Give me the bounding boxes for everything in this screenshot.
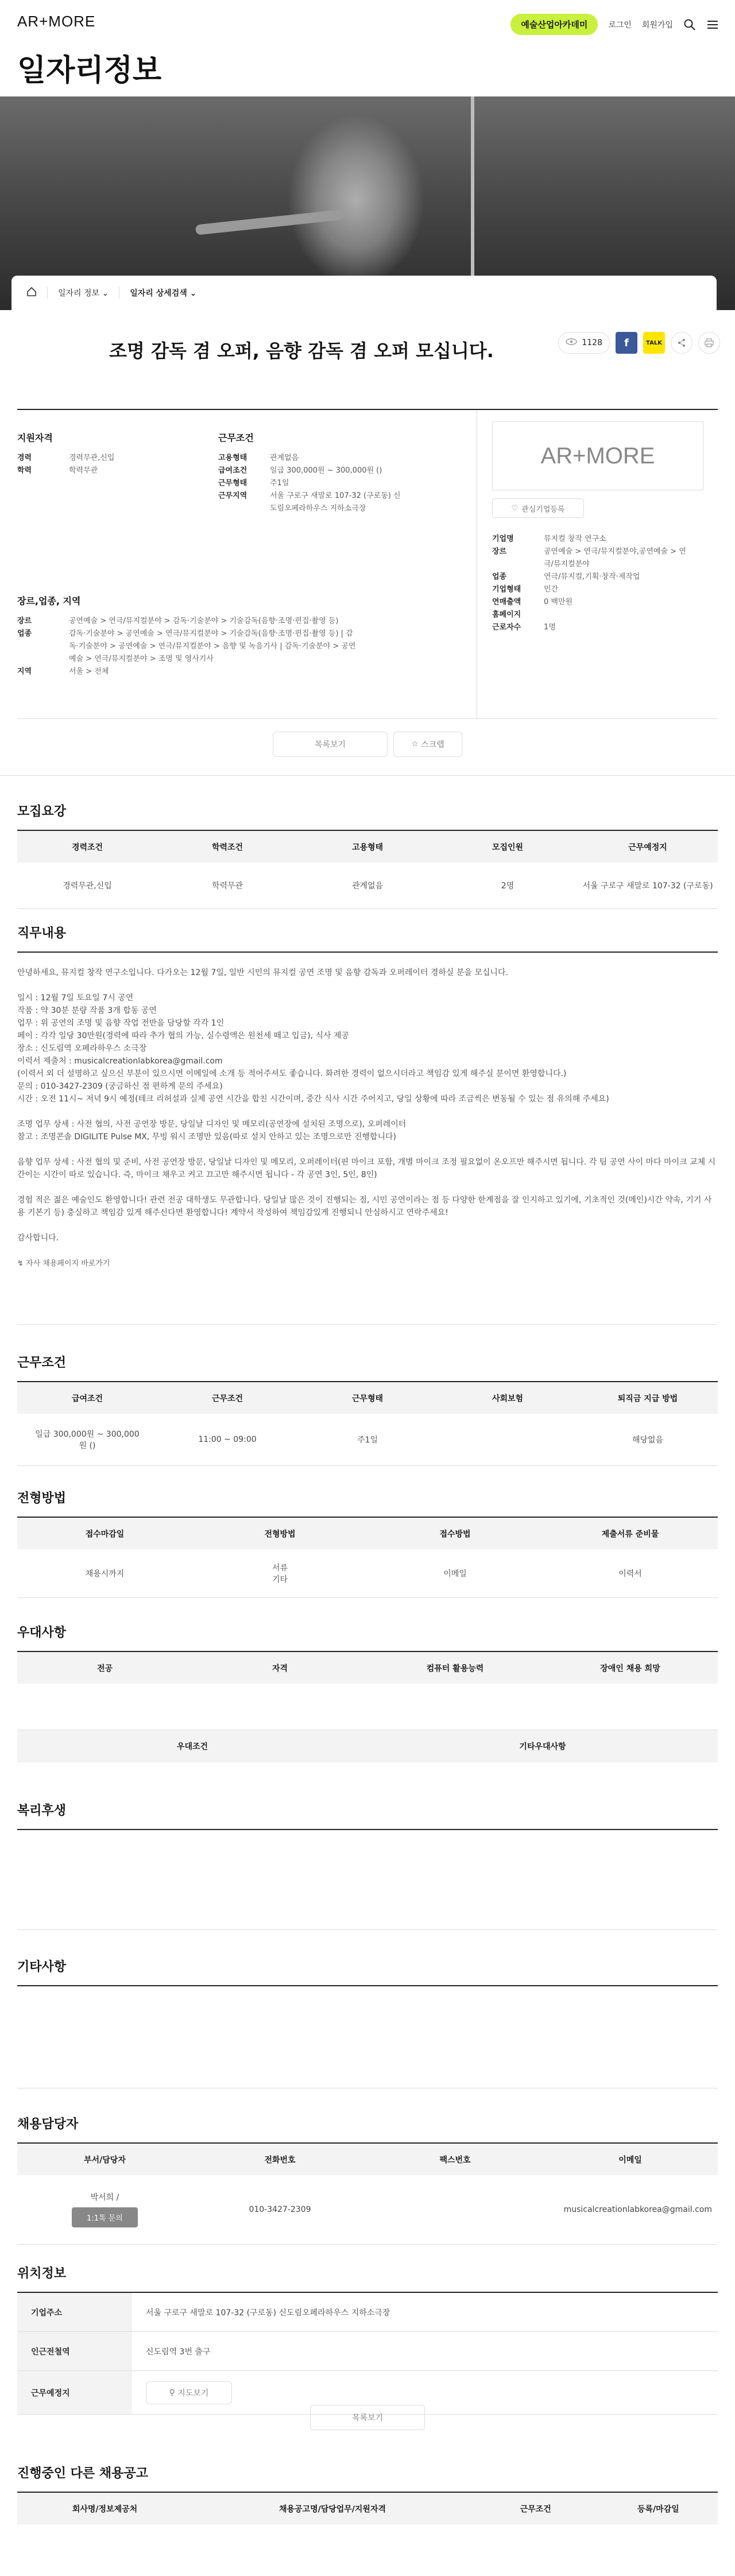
- list-button-bottom[interactable]: 목록보기: [310, 2405, 425, 2430]
- work-table: [17, 1381, 718, 1466]
- breadcrumb-level2-label: 일자리 상세검색: [130, 289, 187, 298]
- favorite-company-label: 관심기업등록: [521, 505, 565, 514]
- row-key: 기업명: [492, 535, 514, 543]
- preference-title: 우대사항: [17, 1626, 67, 1640]
- table-cell: 11:00 ~ 09:00: [157, 1414, 297, 1465]
- home-icon[interactable]: [26, 287, 37, 299]
- table-header-row: [17, 1517, 718, 1549]
- company-row: [492, 583, 703, 596]
- recruit-title: 모집요강: [17, 804, 67, 819]
- breadcrumb-level1-label: 일자리 정보: [58, 289, 100, 298]
- table-header: 장애인 채용 희망: [543, 1651, 718, 1684]
- row-value: 관계없음: [270, 454, 299, 462]
- process-section: [17, 1488, 718, 1598]
- table-header: 자격: [192, 1651, 368, 1684]
- job-summary: [17, 409, 718, 719]
- table-header: 등록/마감일: [599, 2492, 718, 2524]
- eye-icon: [566, 338, 577, 347]
- share-icon[interactable]: [671, 332, 693, 354]
- table-header: 접수마감일: [17, 1517, 192, 1549]
- table-cell: 서류 기타: [192, 1549, 368, 1598]
- table-header-row: [17, 1651, 718, 1684]
- table-header: 근무조건: [473, 2492, 599, 2524]
- table-cell: [368, 1684, 543, 1730]
- welfare-title: 복리후생: [17, 1804, 67, 1818]
- table-header-row: [17, 2143, 718, 2175]
- location-row: [17, 2293, 718, 2332]
- conditions-row: [218, 452, 465, 465]
- other-jobs-table: [17, 2492, 718, 2524]
- table-row: [17, 1549, 718, 1598]
- row-key: 경력: [17, 454, 32, 462]
- process-table: [17, 1517, 718, 1598]
- row-key: 홈페이지: [492, 610, 521, 619]
- table-row: [17, 2175, 718, 2244]
- table-header: 퇴직금 지급 방법: [578, 1382, 718, 1414]
- breadcrumb: [11, 276, 717, 310]
- academy-button[interactable]: 예술산업아카데미: [510, 14, 598, 35]
- table-cell: [438, 1414, 578, 1465]
- location-title: 위치정보: [17, 2266, 67, 2281]
- row-value: 공연예술 > 연극/뮤지컬분야 > 감독·기술분야 > 기술감독(음향·조명·편집·촬영 등): [69, 617, 339, 625]
- table-header: 모집인원: [438, 830, 578, 862]
- row-key: 장르: [17, 617, 32, 625]
- row-key: 지역: [17, 667, 32, 676]
- row-key: 근로자수: [492, 623, 521, 632]
- row-value: 신도림역 3번 출구: [146, 2347, 211, 2357]
- table-cell: [543, 1684, 718, 1730]
- hero-dancer-shape: [287, 114, 425, 286]
- duties-section: [17, 923, 718, 1325]
- site-header: [0, 0, 735, 48]
- row-value: [132, 2371, 718, 2414]
- welfare-body: [17, 1829, 718, 1930]
- table-cell: [192, 1684, 368, 1730]
- table-header: 사회보험: [438, 1382, 578, 1414]
- kakao-icon[interactable]: TALK: [643, 332, 665, 354]
- breadcrumb-level2[interactable]: 일자리 상세검색 ⌄: [130, 289, 197, 298]
- table-row: [17, 1414, 718, 1465]
- welfare-section: [17, 1801, 718, 1930]
- logo-text: AR+MORE: [17, 13, 96, 30]
- row-key: 기업주소: [17, 2293, 132, 2331]
- recruit-section: [17, 802, 718, 909]
- scrap-label: 스크랩: [421, 740, 444, 749]
- company-logo: AR+MORE: [492, 421, 703, 490]
- conditions-row: [218, 477, 465, 490]
- industry-row: [17, 628, 465, 666]
- contact-table: [17, 2142, 718, 2245]
- etc-title: 기타사항: [17, 1960, 67, 1974]
- table-header: 학력조건: [157, 830, 297, 862]
- table-header: 이메일: [543, 2143, 718, 2175]
- row-value: 공연예술 > 연극/뮤지컬분야,공연예술 > 연극/뮤지컬분야: [544, 547, 686, 568]
- menu-icon[interactable]: [706, 18, 719, 31]
- map-button[interactable]: [146, 2381, 232, 2404]
- table-header: 부서/담당자: [17, 2143, 192, 2175]
- table-header-row: [17, 1730, 718, 1762]
- qualification-row: [17, 465, 207, 477]
- row-value: 서울 구로구 새말로 107-32 (구로동) 신도림오페라하우스 지하소극장: [146, 2308, 390, 2318]
- table-header: 회사명/정보제공처: [17, 2492, 192, 2524]
- table-cell: [17, 2175, 192, 2244]
- duties-paragraph: 일시 : 12월 7일 토요일 7시 공연 작품 : 약 30분 분량 작품 3개 합동 공연 업무 : 위 공연의 조명 및 음향 작업 전반을 담당할 각각 1인 페이 : 각각 일당 30만원(경력에 따라 추가 협의 가능, 실수령액은 원천세 떼고 입금), 식사 제공 장소 : 신도림역 오페라하우스 소극장 이력서 제출처 : musicalcreationlabkorea@gmail.com (이력서 외 더 설명하고 싶으신 부분이 있으시면 이메일에 소개 등 적어주셔도 좋습니다. 화려한 경력이 없으시더라고 책임감 있게 해주실 분이면 환영합니다.) 문의 : 010-3427-2309 (궁금하신 점 편하게 문의 주세요) 시간 : 오전 11시~ 저녁 9시 예정(테크 리허설과 실제 공연 시간을 합친 시간이며, 중간 식사 시간 주어지고, 당일 상황에 따라 조금씩은 변동될 수 있는 점 유의해 주세요): [17, 993, 609, 1104]
- company-row: [492, 571, 703, 583]
- genre-title: 장르,업종, 지역: [17, 595, 81, 606]
- etc-body: [17, 1985, 718, 2088]
- row-value: 1명: [544, 623, 556, 632]
- view-count: [558, 332, 610, 354]
- job-title: 조명 감독 겸 오퍼, 음향 감독 겸 오퍼 모십니다.: [109, 340, 494, 362]
- table-cell: 주1일: [297, 1414, 438, 1465]
- table-cell: 2명: [438, 862, 578, 908]
- row-value: 서울 구로구 새말로 107-32 (구로동) 신도림오페라하우스 지하소극장: [270, 492, 401, 513]
- table-header: 전화번호: [192, 2143, 368, 2175]
- table-header: 팩스번호: [368, 2143, 543, 2175]
- bottom-buttons: [310, 2405, 425, 2430]
- row-value: 감독·기술분야 > 공연예술 > 연극/뮤지컬분야 > 기술감독(음향·조명·편집·촬영 등) | 감독·기술분야 > 공연예술 > 연극/뮤지컬분야 > 음향 및 녹음기사 | 감독·기술분야 > 공연예술 > 연극/뮤지컬분야 > 조명 및 영사기사: [69, 629, 356, 663]
- row-key: 고용형태: [218, 454, 247, 462]
- favorite-company-button[interactable]: [492, 498, 584, 518]
- share-bar: [558, 332, 720, 354]
- facebook-icon[interactable]: f: [616, 332, 637, 354]
- pin-icon: ⚲: [169, 2388, 178, 2397]
- qualification-title: 지원자격: [17, 432, 53, 443]
- table-header: 급여조건: [17, 1382, 157, 1414]
- company-row: [492, 546, 703, 571]
- region-row: [17, 666, 465, 678]
- genre-row: [17, 615, 465, 628]
- contact-fax: [368, 2175, 543, 2244]
- preference-table-2: [17, 1730, 718, 1762]
- duties-text: [17, 966, 718, 1244]
- table-header: 근무형태: [297, 1382, 438, 1414]
- section-divider: [0, 775, 735, 776]
- work-section: [17, 1353, 718, 1466]
- row-key: 연매출액: [492, 598, 521, 606]
- table-row: [17, 862, 718, 908]
- row-value: 일급 300,000원 ~ 300,000원 (): [270, 466, 382, 475]
- row-value: 연극/뮤지컬,기획·창작·제작업: [544, 573, 640, 581]
- summary-left: [17, 410, 477, 720]
- duties-paragraph: 조명 업무 상세 : 사전 협의, 사전 공연장 방문, 당일날 디자인 및 메모리(공연장에 설치된 조명으로), 오퍼레이터 참고 : 조명콘솔 DIGILITE Pulse MX, 무빙 워시 조명만 있음(따로 설치 안하고 있는 조명으로만 진행합니다): [17, 1120, 407, 1142]
- duties-paragraph: 음향 업무 상세 : 사전 협의 및 준비, 사전 공연장 방문, 당일날 디자인 및 메모리, 오퍼레이터(핀 마이크 포함, 개별 마이크 조정 필요없이 온오프만 해주시면 됩니다. 각 팀 공연 사이 마다 마이크 교체 시간이는 시간이 따로 있습니다. 즉, 마이크 채우고 켜고 끄고만 해주시면 됩니다 - 각 공연 3인, 5인, 8인): [17, 1158, 716, 1179]
- site-logo[interactable]: [17, 13, 95, 30]
- table-header: 전형방법: [192, 1517, 368, 1549]
- contact-person: 박서희 /: [90, 2193, 119, 2203]
- row-key: 업종: [17, 629, 32, 638]
- star-icon: ☆: [411, 740, 421, 749]
- table-header: 경력조건: [17, 830, 157, 862]
- company-row: [492, 609, 703, 621]
- table-header-row: [17, 1382, 718, 1414]
- arrow-icon: ↯: [17, 1259, 26, 1268]
- row-key: 근무형태: [218, 479, 247, 488]
- table-header: 전공: [17, 1651, 192, 1684]
- table-header: 우대조건: [17, 1730, 368, 1762]
- table-cell: 학력무관: [157, 862, 297, 908]
- conditions-block: [218, 431, 465, 515]
- heart-icon: ♡: [511, 504, 519, 513]
- row-value: 0 백만원: [544, 598, 573, 606]
- row-key: 급여조건: [218, 466, 247, 475]
- preference-section: [17, 1623, 718, 1762]
- conditions-title: 근무조건: [218, 432, 254, 443]
- location-table: [17, 2292, 718, 2415]
- company-page-link[interactable]: [17, 1257, 718, 1268]
- table-header: 접수방법: [368, 1517, 543, 1549]
- row-value: 뮤지컬 창작 연구소: [544, 535, 606, 543]
- location-section: [17, 2264, 718, 2415]
- duties-title: 직무내용: [17, 926, 67, 941]
- scrap-button[interactable]: [393, 732, 462, 757]
- row-value: 서울 > 전체: [69, 667, 109, 676]
- duties-paragraph: 감사합니다.: [17, 1233, 59, 1243]
- table-header: 기타우대사항: [368, 1730, 718, 1762]
- duties-body: [17, 952, 718, 1325]
- duties-paragraph: 안녕하세요, 뮤지컬 창작 연구소입니다. 다가오는 12월 7일, 일반 시민의 뮤지컬 공연 조명 및 음향 감독과 오퍼레이터 경하실 분을 모십니다.: [17, 968, 508, 977]
- breadcrumb-level1[interactable]: 일자리 정보 ⌄: [58, 289, 109, 298]
- row-key: 인근전철역: [17, 2332, 132, 2370]
- other-jobs-title: 진행중인 다른 채용공고: [17, 2466, 148, 2481]
- table-header: 고용형태: [297, 830, 438, 862]
- table-header-row: [17, 2492, 718, 2524]
- process-title: 전형방법: [17, 1491, 67, 1506]
- table-header-row: [17, 830, 718, 862]
- table-cell: 일급 300,000원 ~ 300,000원 (): [17, 1414, 157, 1465]
- row-value: 주1일: [270, 479, 289, 488]
- login-link[interactable]: 로그인: [608, 20, 632, 30]
- row-key: 학력: [17, 466, 32, 475]
- table-cell: 이메일: [368, 1549, 543, 1598]
- work-title: 근무조건: [17, 1356, 67, 1370]
- table-cell: 채용시까지: [17, 1549, 192, 1598]
- table-cell: 서울 구로구 새말로 107-32 (구로동): [578, 862, 718, 908]
- conditions-row: [218, 490, 465, 515]
- row-key: 업종: [492, 573, 507, 581]
- table-cell: 관계없음: [297, 862, 438, 908]
- location-row: [17, 2332, 718, 2371]
- company-info: [492, 533, 703, 634]
- inquiry-button[interactable]: 1:1톡 문의: [72, 2207, 138, 2227]
- table-header: 근무조건: [157, 1382, 297, 1414]
- row-key: 근무지역: [218, 492, 247, 500]
- row-key: 근무예정지: [17, 2371, 132, 2414]
- view-count-value: 1128: [582, 338, 602, 347]
- table-header: 제출서류 준비물: [543, 1517, 718, 1549]
- summary-buttons: [273, 732, 462, 757]
- contact-title: 채용담당자: [17, 2117, 79, 2132]
- company-row: [492, 621, 703, 634]
- row-value: 민간: [544, 585, 559, 594]
- row-key: 장르: [492, 547, 507, 556]
- recruit-table: [17, 830, 718, 909]
- map-button-label: 지도보기: [177, 2388, 209, 2398]
- table-header: 컴퓨터 활용능력: [368, 1651, 543, 1684]
- contact-phone: 010-3427-2309: [192, 2175, 368, 2244]
- company-row: [492, 533, 703, 546]
- contact-section: [17, 2114, 718, 2245]
- table-cell: 해당없음: [578, 1414, 718, 1465]
- table-header: 근무예정지: [578, 830, 718, 862]
- print-icon[interactable]: [698, 332, 720, 354]
- qualification-row: [17, 452, 207, 465]
- row-value: 학력무관: [69, 466, 98, 475]
- header-actions: [510, 14, 719, 35]
- list-button[interactable]: 목록보기: [273, 732, 388, 757]
- page-title: 일자리정보: [17, 53, 162, 88]
- preference-table: [17, 1651, 718, 1730]
- row-value: 경력무관,신입: [69, 454, 115, 462]
- company-card: [477, 410, 718, 720]
- conditions-row: [218, 465, 465, 477]
- other-jobs-section: [17, 2463, 718, 2524]
- table-cell: 이력서: [543, 1549, 718, 1598]
- table-header: 채용공고명/담당업무/지원자격: [192, 2492, 473, 2524]
- contact-email[interactable]: musicalcreationlabkorea@gmail.com: [543, 2175, 718, 2244]
- search-icon[interactable]: [683, 18, 696, 31]
- etc-section: [17, 1957, 718, 2088]
- table-cell: 경력무관,신입: [17, 862, 157, 908]
- company-row: [492, 596, 703, 609]
- table-row: [17, 1684, 718, 1730]
- table-cell: [17, 1684, 192, 1730]
- qualification-block: [17, 431, 207, 477]
- duties-paragraph: 경험 적은 젊은 예술인도 환영합니다! 관련 전공 대학생도 무관합니다. 당일날 많은 것이 진행되는 점, 시민 공연이라는 점 등 다양한 한계점을 잘 인지하고 있기에, 기초적인 것(메인)시간 약속, 기기 사용 기본기 등) 충실하고 책임감 있게 해주신다면 환영합니다! 계약서 작성하여 책임감있게 진행되니 안심하시고 연락주세요!: [17, 1196, 712, 1217]
- company-page-link-label: 자사 채용페이지 바로가기: [26, 1259, 110, 1268]
- signup-link[interactable]: 회원가입: [641, 20, 673, 30]
- row-key: 기업형태: [492, 585, 521, 594]
- breadcrumb-divider: [47, 287, 48, 299]
- genre-block: [17, 594, 465, 678]
